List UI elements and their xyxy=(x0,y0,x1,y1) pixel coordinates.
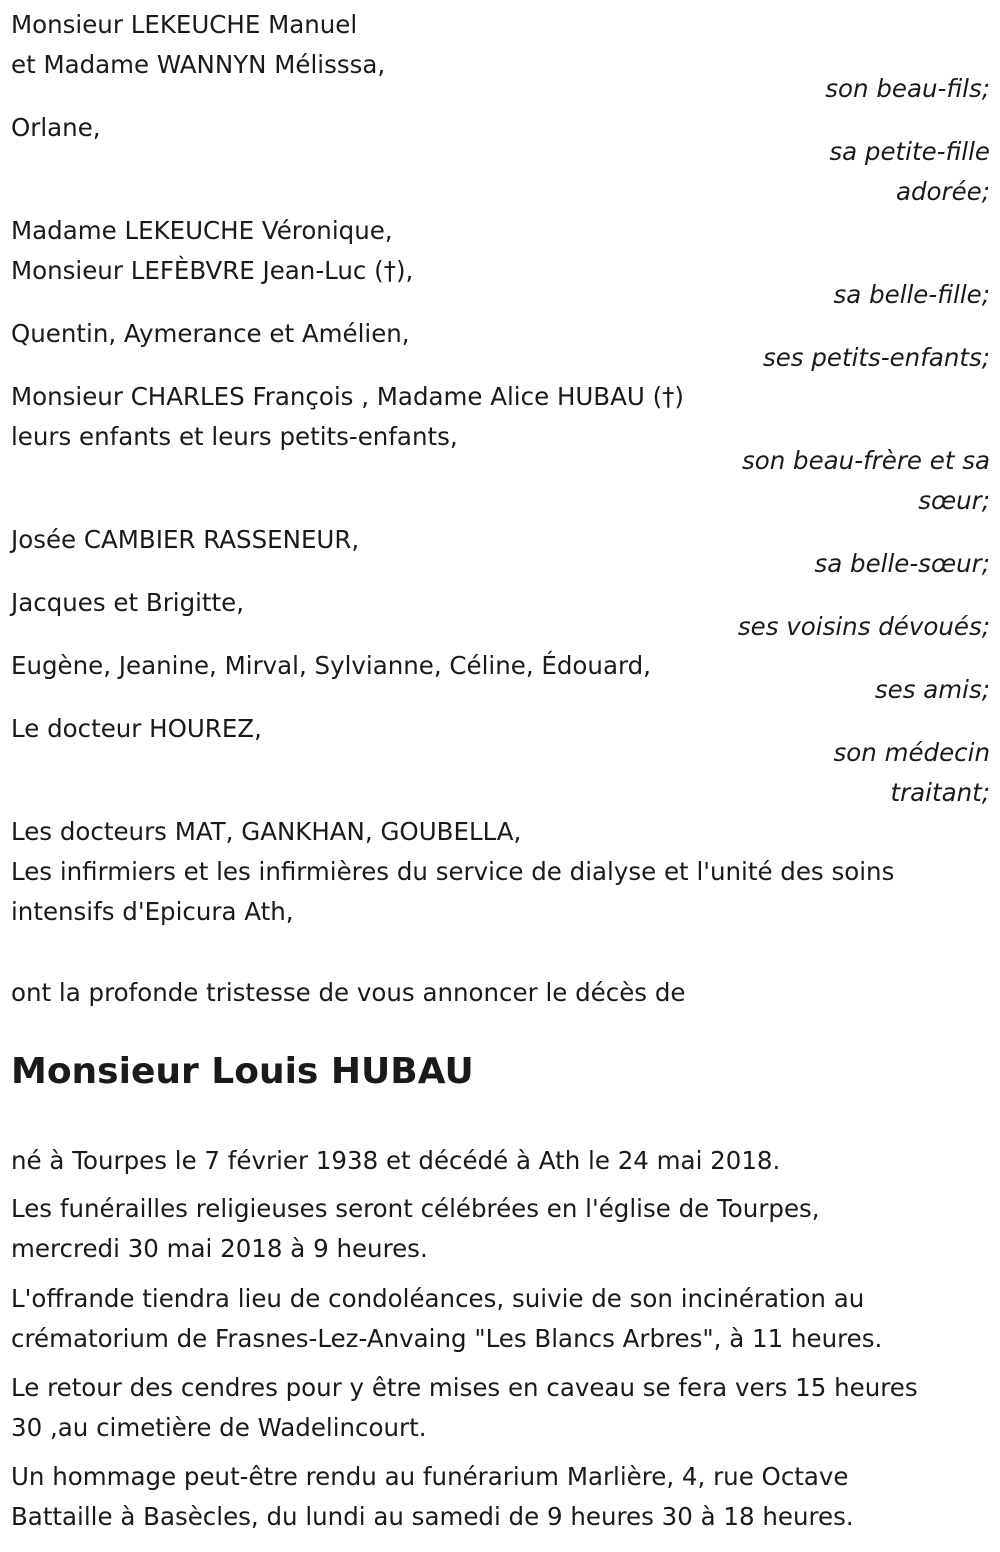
family-line: Monsieur LEFÈBVRE Jean-Luc (†), xyxy=(11,256,414,285)
detail-line: L'offrande tiendra lieu de condoléances, suivie de son incinération au xyxy=(11,1284,865,1313)
relation-label: sœur; xyxy=(918,486,990,515)
relation-label: son beau-fils; xyxy=(825,74,990,103)
family-line: Les infirmiers et les infirmières du service de dialyse et l'unité des soins xyxy=(11,857,895,886)
family-line: Jacques et Brigitte, xyxy=(11,588,245,617)
family-line: Le docteur HOUREZ, xyxy=(11,714,262,743)
relation-label: ses petits-enfants; xyxy=(762,343,990,372)
detail-line: Les funérailles religieuses seront célébrées en l'église de Tourpes, xyxy=(11,1194,820,1223)
relation-label: ses amis; xyxy=(874,675,990,704)
detail-line: Un hommage peut-être rendu au funérarium Marlière, 4, rue Octave xyxy=(11,1462,849,1491)
deceased-name: Monsieur Louis HUBAU xyxy=(11,1051,474,1092)
announcement-text: ont la profonde tristesse de vous annoncer le décès de xyxy=(11,978,686,1007)
detail-line: Battaille à Basècles, du lundi au samedi de 9 heures 30 à 18 heures. xyxy=(11,1502,854,1531)
relation-label: adorée; xyxy=(895,177,990,206)
detail-line: crématorium de Frasnes-Lez-Anvaing "Les Blancs Arbres", à 11 heures. xyxy=(11,1324,883,1353)
detail-line: mercredi 30 mai 2018 à 9 heures. xyxy=(11,1234,428,1263)
relation-label: son beau-frère et sa xyxy=(741,446,990,475)
family-line: Eugène, Jeanine, Mirval, Sylvianne, Céline, Édouard, xyxy=(11,651,651,680)
family-line: leurs enfants et leurs petits-enfants, xyxy=(11,422,458,451)
family-line: Quentin, Aymerance et Amélien, xyxy=(11,319,410,348)
detail-line: né à Tourpes le 7 février 1938 et décédé à Ath le 24 mai 2018. xyxy=(11,1146,781,1175)
family-line: Orlane, xyxy=(11,113,101,142)
relation-label: sa belle-fille; xyxy=(833,280,990,309)
relation-label: traitant; xyxy=(890,778,990,807)
relation-label: sa petite-fille xyxy=(829,137,990,166)
detail-line: Le retour des cendres pour y être mises en caveau se fera vers 15 heures xyxy=(11,1373,918,1402)
family-line: et Madame WANNYN Mélisssa, xyxy=(11,50,386,79)
family-line: Monsieur LEKEUCHE Manuel xyxy=(11,10,358,39)
family-line: Monsieur CHARLES François , Madame Alice HUBAU (†) xyxy=(11,382,684,411)
relation-label: son médecin xyxy=(833,738,990,767)
family-line: Josée CAMBIER RASSENEUR, xyxy=(11,525,360,554)
family-line: intensifs d'Epicura Ath, xyxy=(11,897,294,926)
detail-line: 30 ,au cimetière de Wadelincourt. xyxy=(11,1413,427,1442)
relation-label: sa belle-sœur; xyxy=(814,549,990,578)
relation-label: ses voisins dévoués; xyxy=(737,612,990,641)
family-line: Les docteurs MAT, GANKHAN, GOUBELLA, xyxy=(11,817,522,846)
family-line: Madame LEKEUCHE Véronique, xyxy=(11,216,393,245)
